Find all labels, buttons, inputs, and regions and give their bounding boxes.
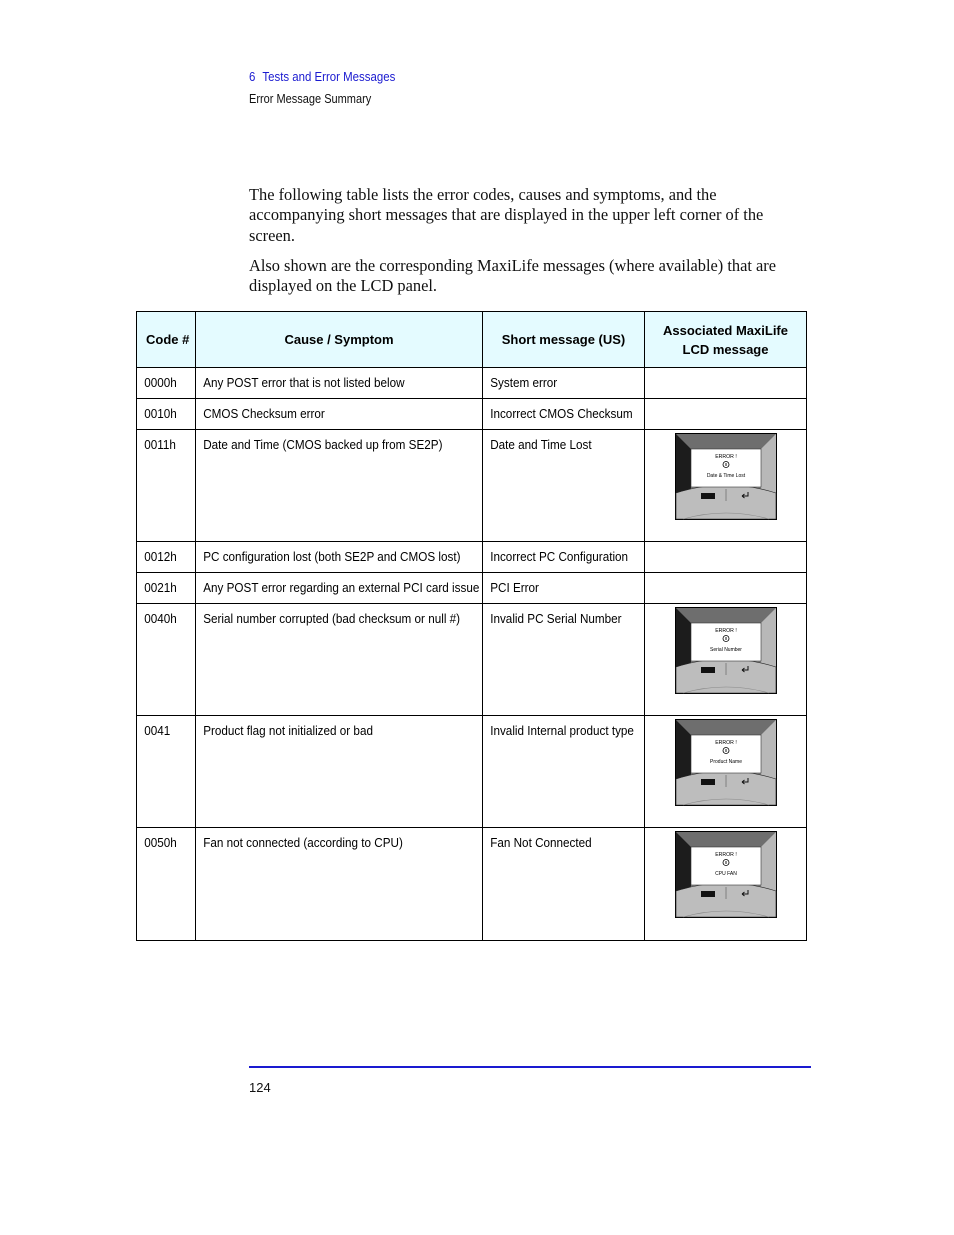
table-row <box>137 542 807 573</box>
header-cause: Cause / Symptom <box>196 312 483 368</box>
table-row <box>137 604 807 716</box>
cause-symptom-cell <box>196 573 483 604</box>
error-code: 0000h <box>144 375 177 390</box>
cause-symptom: PC configuration lost (both SE2P and CMOS lost) <box>203 549 461 564</box>
error-code: 0040h <box>144 611 177 626</box>
short-message-cell <box>483 716 645 828</box>
error-code-table <box>136 311 807 941</box>
lcd-panel-graphic <box>675 433 777 520</box>
header-lcd-line2: LCD message <box>682 341 769 357</box>
footer-rule <box>249 1066 811 1068</box>
chapter-heading <box>249 69 395 84</box>
table-row <box>137 399 807 430</box>
error-code-cell <box>137 430 196 542</box>
cause-symptom-cell <box>196 716 483 828</box>
lcd-menu-button-icon <box>701 493 715 499</box>
error-code-cell <box>137 828 196 941</box>
lcd-menu-button-icon <box>701 779 715 785</box>
lcd-title: ERROR ! <box>714 628 737 634</box>
table-row <box>137 430 807 542</box>
short-message-cell <box>483 399 645 430</box>
cause-symptom: Product flag not initialized or bad <box>203 723 373 738</box>
lcd-menu-button-icon <box>701 891 715 897</box>
cause-symptom-cell <box>196 828 483 941</box>
header-lcd-line1: Associated MaxiLife <box>663 322 788 338</box>
short-message: Fan Not Connected <box>490 835 592 850</box>
lcd-message-cell <box>645 604 807 716</box>
lcd-message-cell <box>645 828 807 941</box>
short-message-cell <box>483 368 645 399</box>
error-code-cell <box>137 542 196 573</box>
short-message: Incorrect CMOS Checksum <box>490 406 633 421</box>
lcd-title: ERROR ! <box>714 852 737 858</box>
error-code: 0012h <box>144 549 177 564</box>
lcd-message: Product Name <box>709 759 742 765</box>
cause-symptom: Any POST error regarding an external PCI card issue <box>203 580 480 595</box>
lcd-message-cell <box>645 430 807 542</box>
lcd-message: CPU FAN <box>714 871 737 877</box>
lcd-message: Serial Number <box>709 647 742 653</box>
lcd-message-cell <box>645 399 807 430</box>
cause-symptom: Date and Time (CMOS backed up from SE2P) <box>203 437 443 452</box>
table-row <box>137 828 807 941</box>
lcd-menu-button-icon <box>701 667 715 673</box>
error-code: 0011h <box>144 437 176 452</box>
table-row <box>137 573 807 604</box>
header-lcd-message <box>645 312 807 368</box>
short-message: System error <box>490 375 558 390</box>
table-header-row <box>137 312 807 368</box>
lcd-panel-image <box>675 433 777 520</box>
error-code: 0041 <box>144 723 171 738</box>
lcd-message-cell <box>645 573 807 604</box>
lcd-panel-graphic <box>675 831 777 918</box>
error-code: 0050h <box>144 835 177 850</box>
section-title: Error Message Summary <box>249 92 372 106</box>
error-code: 0010h <box>144 406 177 421</box>
lcd-panel-image <box>675 831 777 918</box>
error-code-cell <box>137 573 196 604</box>
error-code-cell <box>137 716 196 828</box>
short-message: Invalid Internal product type <box>490 723 634 738</box>
short-message-cell <box>483 430 645 542</box>
lcd-message: Date & Time Lost <box>706 473 745 479</box>
chapter-title: Tests and Error Messages <box>262 69 396 84</box>
table-row <box>137 368 807 399</box>
lcd-message-cell <box>645 716 807 828</box>
short-message-cell <box>483 604 645 716</box>
short-message: Invalid PC Serial Number <box>490 611 622 626</box>
error-code-cell <box>137 399 196 430</box>
cause-symptom-cell <box>196 430 483 542</box>
cause-symptom: Serial number corrupted (bad checksum or null #) <box>203 611 461 626</box>
page-number: 124 <box>249 1080 271 1095</box>
header-code: Code # <box>137 312 196 368</box>
cause-symptom-cell <box>196 399 483 430</box>
error-code-cell <box>137 604 196 716</box>
cause-symptom: CMOS Checksum error <box>203 406 325 421</box>
short-message: PCI Error <box>490 580 539 595</box>
short-message: Date and Time Lost <box>490 437 592 452</box>
short-message-cell <box>483 828 645 941</box>
lcd-panel-graphic <box>675 607 777 694</box>
lcd-title: ERROR ! <box>714 740 737 746</box>
lcd-message-cell <box>645 368 807 399</box>
lcd-panel-graphic <box>675 719 777 806</box>
short-message-cell <box>483 573 645 604</box>
lcd-title: ERROR ! <box>714 454 737 460</box>
short-message: Incorrect PC Configuration <box>490 549 629 564</box>
lcd-panel-image <box>675 719 777 806</box>
intro-paragraph-1: The following table lists the error codes, causes and symptoms, and the accompanying short messages that are displayed in the upper left corner of the screen. <box>249 185 764 245</box>
intro-paragraph-2: Also shown are the corresponding MaxiLife messages (where available) that are displayed on the LCD panel. <box>249 256 777 296</box>
error-code: 0021h <box>144 580 177 595</box>
error-code-cell <box>137 368 196 399</box>
lcd-panel-image <box>675 607 777 694</box>
chapter-number: 6 <box>249 69 256 84</box>
cause-symptom-cell <box>196 368 483 399</box>
cause-symptom-cell <box>196 542 483 573</box>
short-message-cell <box>483 542 645 573</box>
cause-symptom: Any POST error that is not listed below <box>203 375 405 390</box>
table-row <box>137 716 807 828</box>
cause-symptom-cell <box>196 604 483 716</box>
lcd-message-cell <box>645 542 807 573</box>
header-short-message: Short message (US) <box>483 312 645 368</box>
cause-symptom: Fan not connected (according to CPU) <box>203 835 403 850</box>
